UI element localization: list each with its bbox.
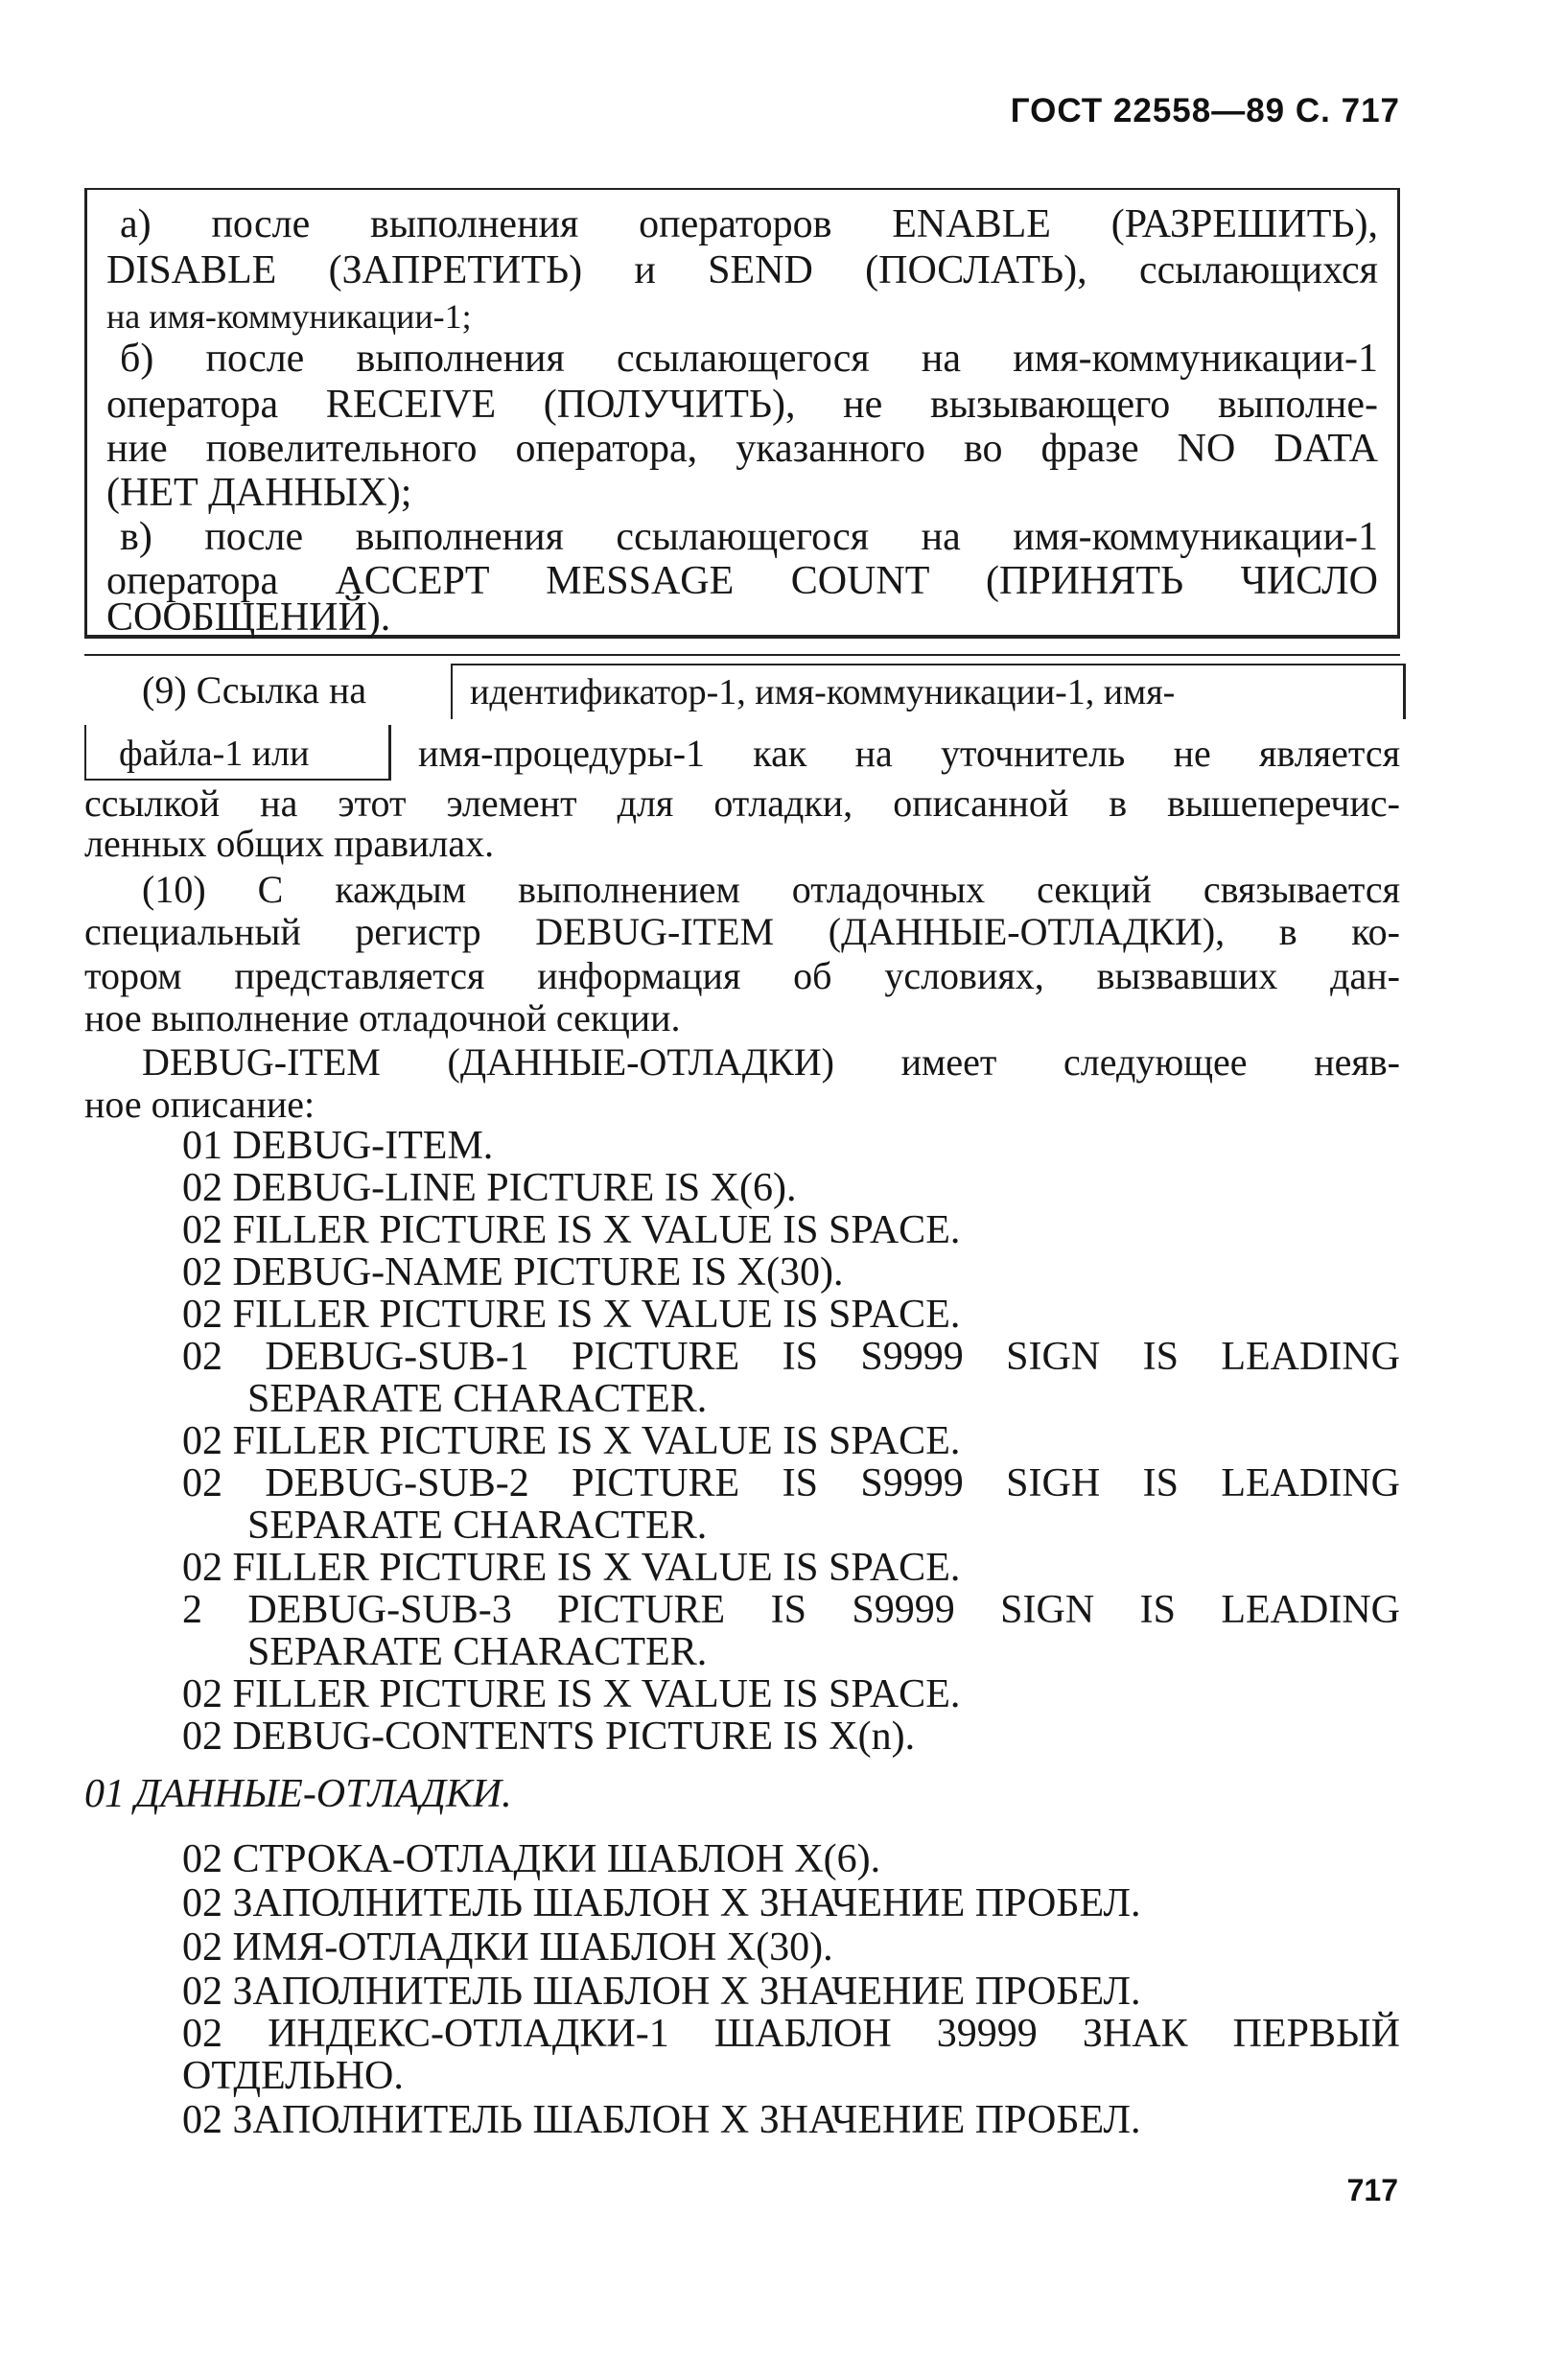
- implicit-desc-line2: ное описание:: [84, 1083, 315, 1126]
- running-header: ГОСТ 22558—89 С. 717: [1010, 92, 1400, 129]
- boxed-line-10: СООБЩЕНИЙ).: [106, 595, 391, 640]
- boxed-line-1: а) после выполнения операторов ENABLE (РАЗРЕШИТЬ),: [120, 202, 1378, 246]
- para9-lead: (9) Ссылка на: [142, 668, 367, 712]
- code-en-line-1: 01 DEBUG-ITEM.: [182, 1124, 494, 1168]
- boxed-line-9: оператора ACCEPT MESSAGE COUNT (ПРИНЯТЬ ЧИСЛО: [106, 559, 1378, 603]
- code-en-line-9: 02 DEBUG-SUB-2 PICTURE IS S9999 SIGH IS LEADING: [182, 1461, 1400, 1505]
- code-en-line-10: SEPARATE CHARACTER.: [247, 1504, 708, 1548]
- boxed-line-7: (НЕТ ДАННЫХ);: [106, 471, 412, 515]
- code-ru-line-1: 01 ДАННЫЕ-ОТЛАДКИ.: [84, 1772, 512, 1816]
- page-number: 717: [1346, 2173, 1398, 2207]
- para9-boxed-part2: файла-1 или: [119, 734, 310, 774]
- code-ru-line-5: 02 ЗАПОЛНИТЕЛЬ ШАБЛОН X ЗНАЧЕНИЕ ПРОБЕЛ.: [182, 1970, 1141, 2014]
- para10-line2: специальный регистр DEBUG-ITEM (ДАННЫЕ-ОТЛАДКИ), в ко-: [84, 910, 1400, 953]
- boxed-line-2: DISABLE (ЗАПРЕТИТЬ) и SEND (ПОСЛАТЬ), ссылающихся: [106, 248, 1378, 292]
- code-ru-line-4: 02 ИМЯ-ОТЛАДКИ ШАБЛОН X(30).: [182, 1925, 833, 1970]
- code-en-line-2: 02 DEBUG-LINE PICTURE IS X(6).: [182, 1166, 797, 1210]
- boxed-line-4: б) после выполнения ссылающегося на имя-коммуникации-1: [120, 337, 1378, 381]
- para9-boxed-part1: идентификатор-1, имя-коммуникации-1, имя-: [470, 672, 1176, 712]
- code-en-line-8: 02 FILLER PICTURE IS X VALUE IS SPACE.: [182, 1419, 961, 1463]
- boxed-text-block: [84, 188, 1400, 639]
- code-ru-line-6: 02 ИНДЕКС-ОТЛАДКИ-1 ШАБЛОН 39999 ЗНАК ПЕРВЫЙ: [182, 2012, 1400, 2056]
- implicit-desc-line1: DEBUG-ITEM (ДАННЫЕ-ОТЛАДКИ) имеет следующее неяв-: [142, 1040, 1400, 1084]
- code-ru-line-3: 02 ЗАПОЛНИТЕЛЬ ШАБЛОН X ЗНАЧЕНИЕ ПРОБЕЛ.: [182, 1881, 1141, 1925]
- code-en-line-3: 02 FILLER PICTURE IS X VALUE IS SPACE.: [182, 1208, 961, 1252]
- code-en-line-15: 02 DEBUG-CONTENTS PICTURE IS X(n).: [182, 1715, 916, 1759]
- para9-line4: ленных общих правилах.: [84, 822, 495, 865]
- boxed-line-8: в) после выполнения ссылающегося на имя-коммуникации-1: [120, 515, 1378, 559]
- divider-rule: [84, 654, 1400, 656]
- code-en-line-5: 02 FILLER PICTURE IS X VALUE IS SPACE.: [182, 1293, 961, 1337]
- code-ru-line-7: ОТДЕЛЬНО.: [182, 2054, 404, 2098]
- boxed-line-6: ние повелительного оператора, указанного во фразе NO DATA: [106, 427, 1378, 471]
- code-en-line-12: 2 DEBUG-SUB-3 PICTURE IS S9999 SIGN IS LEADING: [182, 1588, 1400, 1632]
- code-ru-line-2: 02 СТРОКА-ОТЛАДКИ ШАБЛОН X(6).: [182, 1837, 881, 1881]
- para10-line4: ное выполнение отладочной секции.: [84, 996, 681, 1039]
- code-en-line-7: SEPARATE CHARACTER.: [247, 1377, 708, 1421]
- code-en-line-11: 02 FILLER PICTURE IS X VALUE IS SPACE.: [182, 1546, 961, 1590]
- boxed-line-5: оператора RECEIVE (ПОЛУЧИТЬ), не вызывающего выполне-: [106, 383, 1378, 427]
- code-en-line-4: 02 DEBUG-NAME PICTURE IS X(30).: [182, 1250, 844, 1295]
- para10-line1: (10) С каждым выполнением отладочных секций связывается: [142, 868, 1400, 911]
- code-en-line-13: SEPARATE CHARACTER.: [247, 1630, 708, 1674]
- code-en-line-6: 02 DEBUG-SUB-1 PICTURE IS S9999 SIGN IS LEADING: [182, 1335, 1400, 1379]
- para9-line3: ссылкой на этот элемент для отладки, описанной в вышеперечис-: [84, 782, 1400, 825]
- code-en-line-14: 02 FILLER PICTURE IS X VALUE IS SPACE.: [182, 1672, 961, 1716]
- para9-line2: имя-процедуры-1 как на уточнитель не является: [418, 732, 1400, 775]
- para10-line3: тором представляется информация об условиях, вызвавших дан-: [84, 954, 1400, 997]
- boxed-line-3: на имя-коммуникации-1;: [106, 297, 472, 336]
- code-ru-line-8: 02 ЗАПОЛНИТЕЛЬ ШАБЛОН X ЗНАЧЕНИЕ ПРОБЕЛ.: [182, 2098, 1141, 2142]
